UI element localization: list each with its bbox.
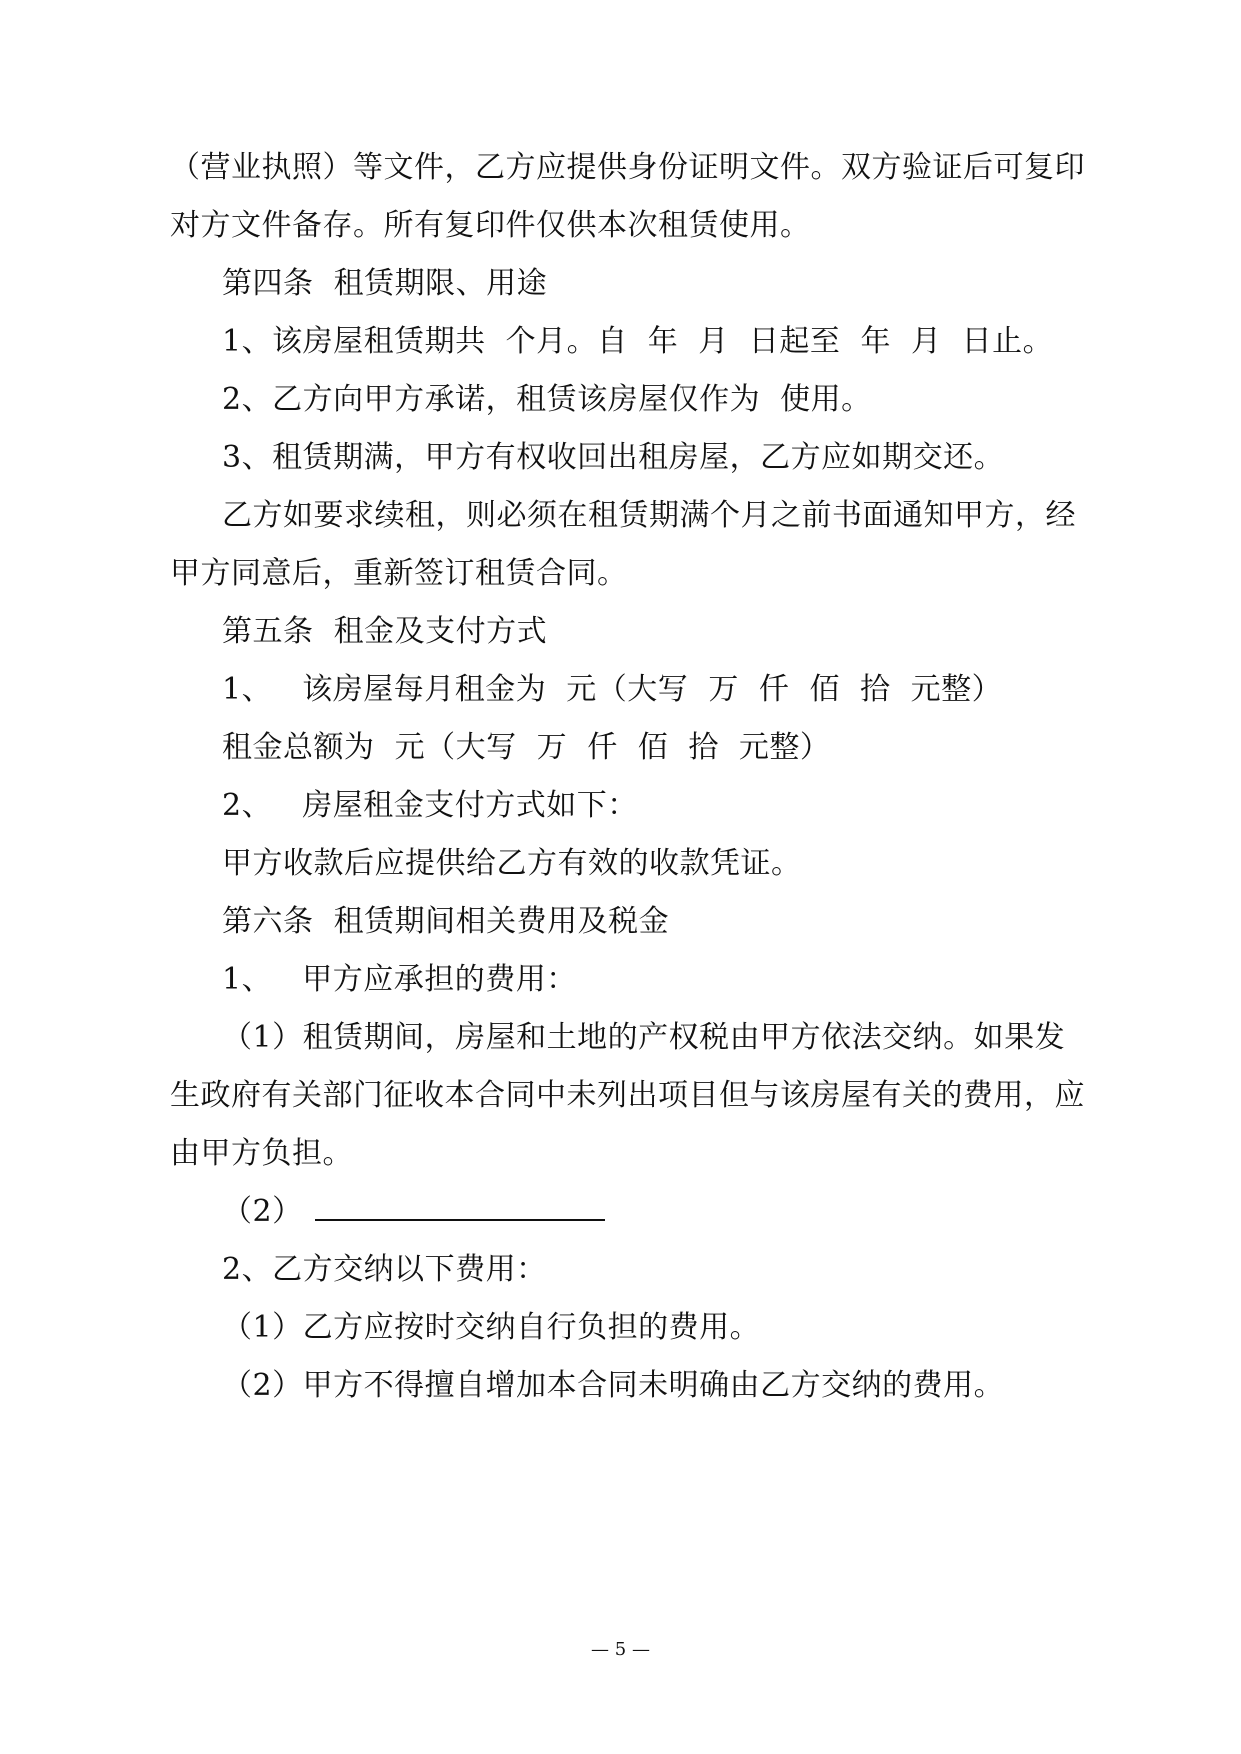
sub-clause-item: [222, 1192, 605, 1232]
body-text-line: 对方文件备存。所有复印件仅供本次租赁使用。: [170, 208, 811, 243]
body-text-line: 甲方同意后，重新签订租赁合同。: [170, 556, 628, 591]
clause-item: 1、 该房屋每月租金为 元（大写 万 仟 佰 拾 元整）: [222, 672, 1003, 707]
body-text-line: 租金总额为 元（大写 万 仟 佰 拾 元整）: [222, 730, 831, 765]
body-text-line: 甲方收款后应提供给乙方有效的收款凭证。: [222, 846, 802, 881]
sub-clause-item: （2）甲方不得擅自增加本合同未明确由乙方交纳的费用。: [222, 1368, 1005, 1403]
body-text-line: 生政府有关部门征收本合同中未列出项目但与该房屋有关的费用，应: [170, 1078, 1085, 1113]
sub-clause-item: （1）乙方应按时交纳自行负担的费用。: [222, 1310, 761, 1345]
body-text-line: 由甲方负担。: [170, 1136, 353, 1171]
body-text-line: 乙方如要求续租，则必须在租赁期满个月之前书面通知甲方，经: [222, 498, 1076, 533]
clause-item: 3、租赁期满，甲方有权收回出租房屋，乙方应如期交还。: [222, 440, 1005, 475]
clause-item: 2、 房屋租金支付方式如下：: [222, 788, 638, 823]
section-heading: 第四条 租赁期限、用途: [222, 266, 548, 301]
sub-clause-label: （2）: [222, 1194, 303, 1229]
clause-item: 2、乙方向甲方承诺，租赁该房屋仅作为 使用。: [222, 382, 872, 417]
section-heading: 第五条 租金及支付方式: [222, 614, 548, 649]
clause-item: 2、乙方交纳以下费用：: [222, 1252, 547, 1287]
body-text-line: （营业执照）等文件，乙方应提供身份证明文件。双方验证后可复印: [170, 150, 1085, 185]
fill-in-blank-line: [315, 1193, 605, 1221]
sub-clause-item: （1）租赁期间，房屋和土地的产权税由甲方依法交纳。如果发: [222, 1020, 1066, 1055]
page-number: — 5 —: [591, 1639, 650, 1660]
clause-item: 1、该房屋租赁期共 个月。自 年 月 日起至 年 月 日止。: [222, 324, 1054, 359]
section-heading: 第六条 租赁期间相关费用及税金: [222, 904, 670, 939]
clause-item: 1、 甲方应承担的费用：: [222, 962, 577, 997]
